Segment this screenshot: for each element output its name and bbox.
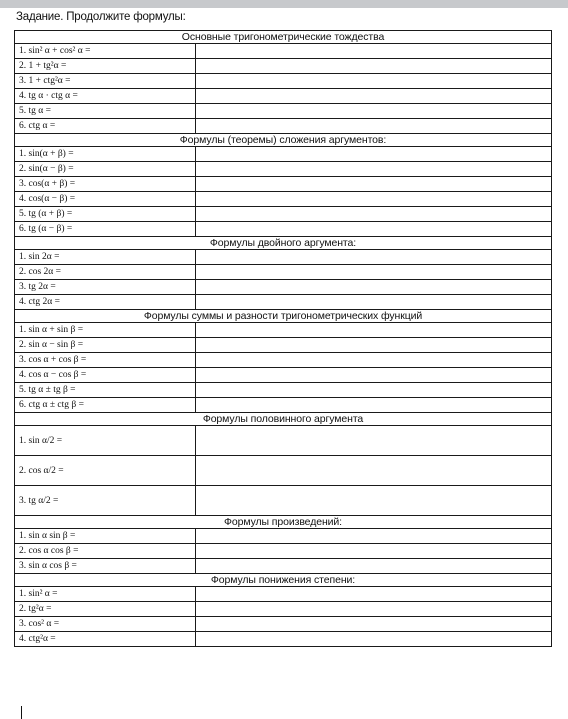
answer-cell[interactable] [196, 383, 552, 398]
section-title: Основные тригонометрические тождества [15, 31, 552, 44]
formula-prompt: 2. sin α − sin β = [15, 338, 196, 353]
formula-prompt: 2. sin(α − β) = [15, 162, 196, 177]
formula-row [15, 338, 552, 353]
section-header-row [15, 310, 552, 323]
formula-row [15, 632, 552, 647]
section-title: Формулы половинного аргумента [15, 413, 552, 426]
answer-cell[interactable] [196, 104, 552, 119]
formula-prompt: 2. 1 + tg²α = [15, 59, 196, 74]
formula-prompt: 4. cos(α − β) = [15, 192, 196, 207]
formula-row [15, 280, 552, 295]
formula-row [15, 207, 552, 222]
formula-row [15, 119, 552, 134]
answer-cell[interactable] [196, 368, 552, 383]
answer-cell[interactable] [196, 192, 552, 207]
formula-row [15, 368, 552, 383]
formula-prompt: 3. sin α cos β = [15, 559, 196, 574]
answer-cell[interactable] [196, 544, 552, 559]
section-title: Формулы двойного аргумента: [15, 237, 552, 250]
answer-cell[interactable] [196, 162, 552, 177]
answer-cell[interactable] [196, 456, 552, 486]
section-header-row [15, 134, 552, 147]
formula-row [15, 162, 552, 177]
answer-cell[interactable] [196, 207, 552, 222]
section-header-row [15, 413, 552, 426]
formula-prompt: 3. cos(α + β) = [15, 177, 196, 192]
formula-prompt: 3. cos α + cos β = [15, 353, 196, 368]
formula-row [15, 222, 552, 237]
formula-prompt: 3. cos² α = [15, 617, 196, 632]
section-header-row [15, 237, 552, 250]
formula-prompt: 3. tg α/2 = [15, 486, 196, 516]
formula-row [15, 44, 552, 59]
formula-prompt: 1. sin α + sin β = [15, 323, 196, 338]
section-title: Формулы суммы и разности тригонометрических функций [15, 310, 552, 323]
formula-prompt: 5. tg α = [15, 104, 196, 119]
formula-prompt: 3. 1 + ctg²α = [15, 74, 196, 89]
formula-row [15, 147, 552, 162]
answer-cell[interactable] [196, 398, 552, 413]
answer-cell[interactable] [196, 59, 552, 74]
formula-row [15, 398, 552, 413]
formula-row [15, 602, 552, 617]
formula-prompt: 1. sin α/2 = [15, 426, 196, 456]
formula-prompt: 1. sin(α + β) = [15, 147, 196, 162]
section-header-row [15, 31, 552, 44]
answer-cell[interactable] [196, 147, 552, 162]
answer-cell[interactable] [196, 250, 552, 265]
formula-row [15, 426, 552, 456]
formula-prompt: 2. tg²α = [15, 602, 196, 617]
answer-cell[interactable] [196, 74, 552, 89]
formula-row [15, 456, 552, 486]
formula-prompt: 3. tg 2α = [15, 280, 196, 295]
formula-row [15, 383, 552, 398]
formula-prompt: 2. cos 2α = [15, 265, 196, 280]
answer-cell[interactable] [196, 265, 552, 280]
answer-cell[interactable] [196, 353, 552, 368]
answer-cell[interactable] [196, 177, 552, 192]
formula-row [15, 559, 552, 574]
formula-row [15, 587, 552, 602]
formula-prompt: 4. ctg 2α = [15, 295, 196, 310]
formula-row [15, 295, 552, 310]
formula-prompt: 1. sin² α + cos² α = [15, 44, 196, 59]
formula-row [15, 192, 552, 207]
formula-row [15, 177, 552, 192]
formula-row [15, 486, 552, 516]
answer-cell[interactable] [196, 529, 552, 544]
formula-prompt: 1. sin α sin β = [15, 529, 196, 544]
section-title: Формулы понижения степени: [15, 574, 552, 587]
formula-prompt: 4. cos α − cos β = [15, 368, 196, 383]
answer-cell[interactable] [196, 323, 552, 338]
answer-cell[interactable] [196, 602, 552, 617]
task-heading: Задание. Продолжите формулы: [16, 11, 186, 23]
section-header-row [15, 574, 552, 587]
formula-row [15, 617, 552, 632]
formula-prompt: 5. tg (α + β) = [15, 207, 196, 222]
section-title: Формулы (теоремы) сложения аргументов: [15, 134, 552, 147]
formula-prompt: 2. cos α/2 = [15, 456, 196, 486]
formula-row [15, 104, 552, 119]
formula-row [15, 250, 552, 265]
formula-row [15, 265, 552, 280]
top-window-bar [0, 0, 568, 8]
answer-cell[interactable] [196, 44, 552, 59]
formula-row [15, 89, 552, 104]
formula-row [15, 323, 552, 338]
formula-prompt: 5. tg α ± tg β = [15, 383, 196, 398]
formula-row [15, 74, 552, 89]
answer-cell[interactable] [196, 280, 552, 295]
answer-cell[interactable] [196, 222, 552, 237]
formula-prompt: 1. sin 2α = [15, 250, 196, 265]
formula-prompt: 2. cos α cos β = [15, 544, 196, 559]
answer-cell[interactable] [196, 119, 552, 134]
answer-cell[interactable] [196, 617, 552, 632]
formula-prompt: 6. ctg α ± ctg β = [15, 398, 196, 413]
formula-prompt: 6. ctg α = [15, 119, 196, 134]
answer-cell[interactable] [196, 295, 552, 310]
section-header-row [15, 516, 552, 529]
formula-row [15, 529, 552, 544]
answer-cell[interactable] [196, 559, 552, 574]
answer-cell[interactable] [196, 426, 552, 456]
answer-cell[interactable] [196, 338, 552, 353]
formula-row [15, 544, 552, 559]
formula-prompt: 4. tg α · ctg α = [15, 89, 196, 104]
formula-prompt: 4. ctg²α = [15, 632, 196, 647]
formula-prompt: 1. sin² α = [15, 587, 196, 602]
formula-prompt: 6. tg (α − β) = [15, 222, 196, 237]
answer-cell[interactable] [196, 486, 552, 516]
answer-cell[interactable] [196, 587, 552, 602]
formula-table [14, 30, 552, 647]
formula-row [15, 59, 552, 74]
section-title: Формулы произведений: [15, 516, 552, 529]
answer-cell[interactable] [196, 632, 552, 647]
formula-row [15, 353, 552, 368]
answer-cell[interactable] [196, 89, 552, 104]
text-cursor [21, 706, 22, 719]
